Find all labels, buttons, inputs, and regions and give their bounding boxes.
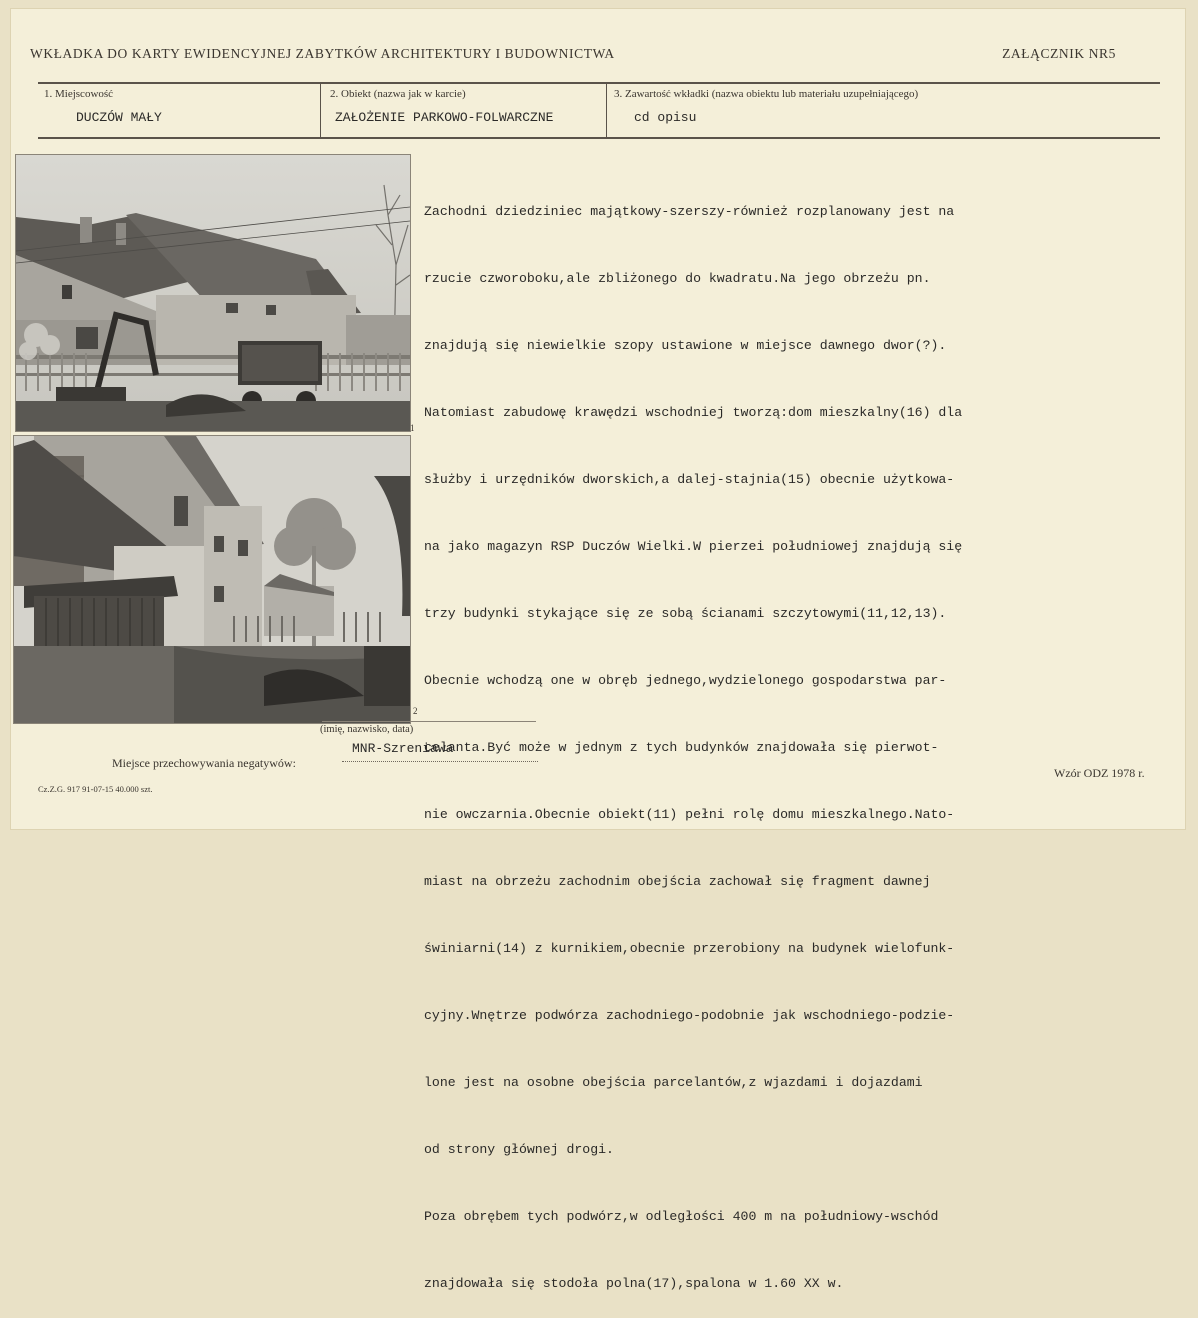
text-line: Poza obrębem tych podwórz,w odległości 400 m na południowy-wschód	[424, 1209, 939, 1225]
text-line: rzucie czworoboku,ale zbliżonego do kwadratu.Na jego obrzeżu pn.	[424, 270, 931, 286]
photo-2-image	[14, 436, 410, 723]
field-label-object: 2. Obiekt (nazwa jak w karcie)	[330, 88, 466, 100]
description-text	[424, 156, 1164, 1318]
annex-number: ZAŁĄCZNIK NR5	[1002, 46, 1116, 61]
negatives-label: Miejsce przechowywania negatywów:	[112, 756, 296, 770]
signature-caption: (imię, nazwisko, data)	[320, 724, 414, 735]
photo-mark-2: 2	[413, 706, 418, 716]
text-line: Natomiast zabudowę krawędzi wschodniej tworzą:dom mieszkalny(16) dla	[424, 404, 963, 420]
signature-line	[322, 721, 536, 722]
text-line: trzy budynki stykające się ze sobą ścianami szczytowymi(11,12,13).	[424, 605, 947, 621]
field-value-object: ZAŁOŻENIE PARKOWO-FOLWARCZNE	[335, 110, 554, 125]
text-line: cyjny.Wnętrze podwórza zachodniego-podobnie jak wschodniego-podzie-	[424, 1008, 955, 1024]
header-top-rule	[38, 82, 1160, 84]
text-line: nie owczarnia.Obecnie obiekt(11) pełni rolę domu mieszkalnego.Nato-	[424, 806, 955, 822]
text-line: służby i urzędników dworskich,a dalej-stajnia(15) obecnie użytkowa-	[424, 471, 955, 487]
text-line: miast na obrzeżu zachodnim obejścia zachował się fragment dawnej	[424, 874, 931, 889]
negatives-value: MNR-Szreniawa	[352, 741, 454, 756]
header-bottom-rule	[38, 137, 1160, 139]
photo-yard-with-shed-and-house	[13, 435, 411, 724]
photo-mark-1: 1	[410, 423, 415, 433]
negatives-line	[342, 761, 538, 762]
field-divider-1	[320, 82, 321, 138]
text-line: lone jest na osobne obejścia parcelantów,z wjazdami i dojazdami	[424, 1075, 923, 1091]
text-line: na jako magazyn RSP Duczów Wielki.W pierzei południowej znajdują się	[424, 538, 963, 554]
field-value-locality: DUCZÓW MAŁY	[76, 110, 162, 125]
form-title: WKŁADKA DO KARTY EWIDENCYJNEJ ZABYTKÓW ARCHITEKTURY I BUDOWNICTWA	[30, 46, 615, 61]
field-divider-2	[606, 82, 607, 138]
photo-farm-buildings-with-trailer	[15, 154, 411, 432]
form-version: Wzór ODZ 1978 r.	[1054, 766, 1145, 780]
text-line: znajdują się niewielkie szopy ustawione w miejsce dawnego dwor(?).	[424, 337, 947, 353]
text-line: znajdowała się stodoła polna(17),spalona w 1.60 XX w.	[424, 1276, 844, 1292]
text-line: od strony głównej drogi.	[424, 1142, 614, 1158]
field-label-contents: 3. Zawartość wkładki (nazwa obiektu lub materiału uzupełniającego)	[614, 88, 919, 100]
text-line: celanta.Być może w jednym z tych budynków znajdowała się pierwot-	[424, 739, 939, 755]
text-line: Zachodni dziedziniec majątkowy-szerszy-również rozplanowany jest na	[424, 203, 955, 219]
text-line: Obecnie wchodzą one w obręb jednego,wydzielonego gospodarstwa par-	[424, 672, 947, 688]
photo-1-image	[16, 155, 410, 431]
print-info: Cz.Z.G. 917 91-07-15 40.000 szt.	[38, 784, 153, 794]
text-line: świniarni(14) z kurnikiem,obecnie przerobiony na budynek wielofunk-	[424, 941, 955, 957]
field-value-contents: cd opisu	[634, 110, 697, 125]
field-label-locality: 1. Miejscowość	[44, 88, 114, 100]
